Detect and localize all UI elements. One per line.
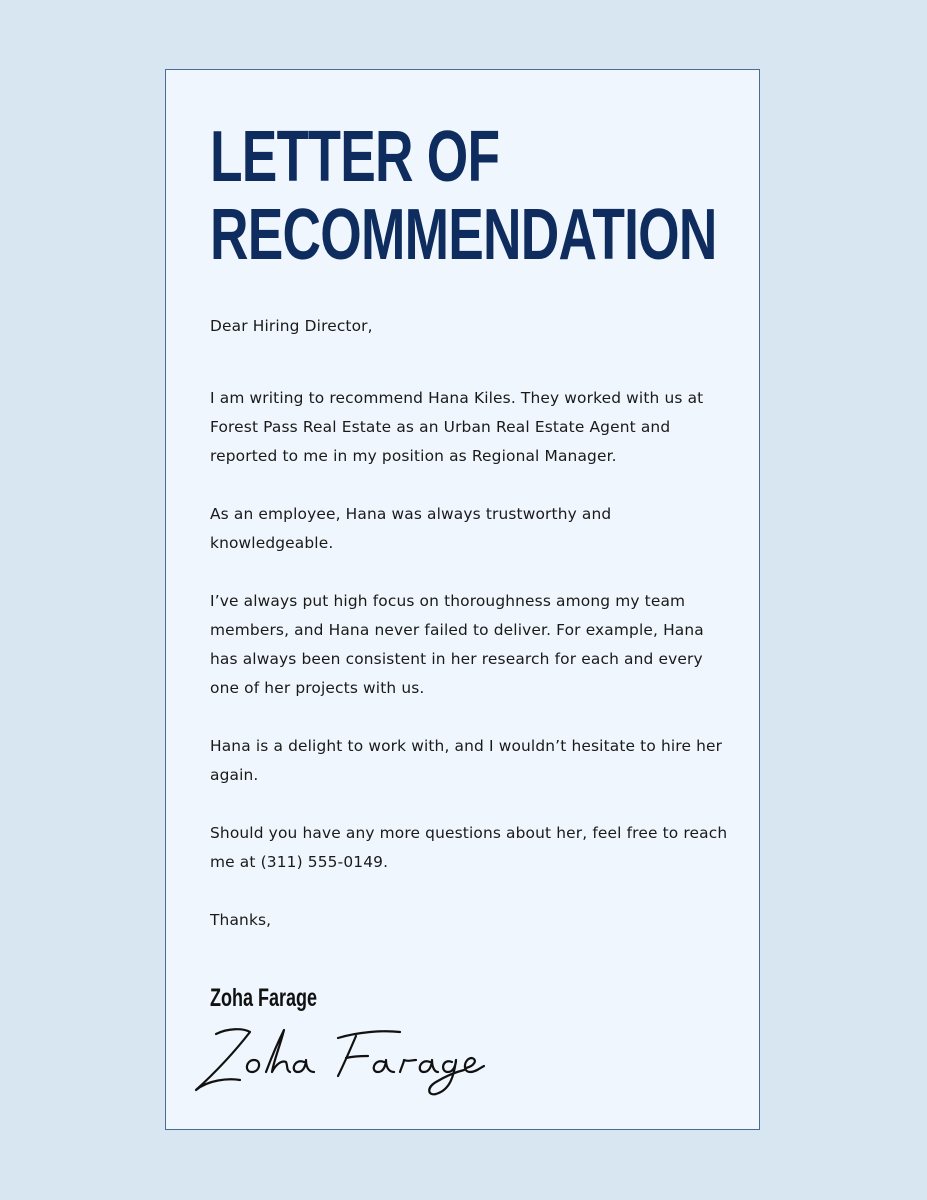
signer-name: Zoha Farage [210,984,318,1012]
handwritten-signature [188,1020,498,1100]
greeting: Dear Hiring Director, [210,317,373,335]
paragraph-2: As an employee, Hana was always trustworthy and knowledgeable. [210,505,612,552]
paragraph-4: Hana is a delight to work with, and I wouldn’t hesitate to hire her again. [210,737,723,784]
letter-page [165,69,760,1130]
title-line-2: RECOMMENDATION [210,195,717,275]
paragraph-1: I am writing to recommend Hana Kiles. They worked with us at Forest Pass Real Estate as an Urban Real Estate Agent and reported to me in my position as Regional Manager. [210,389,704,465]
closing: Thanks, [210,911,272,929]
title-line-1: LETTER OF [210,117,500,197]
paragraph-3: I’ve always put high focus on thoroughness among my team members, and Hana never failed to deliver. For example, Hana has always been consistent in her research for each and every one of her projects with us. [210,592,704,697]
letter-body [210,312,730,964]
paragraph-5: Should you have any more questions about her, feel free to reach me at (311) 555-0149. [210,824,728,871]
letter-title [210,118,717,274]
